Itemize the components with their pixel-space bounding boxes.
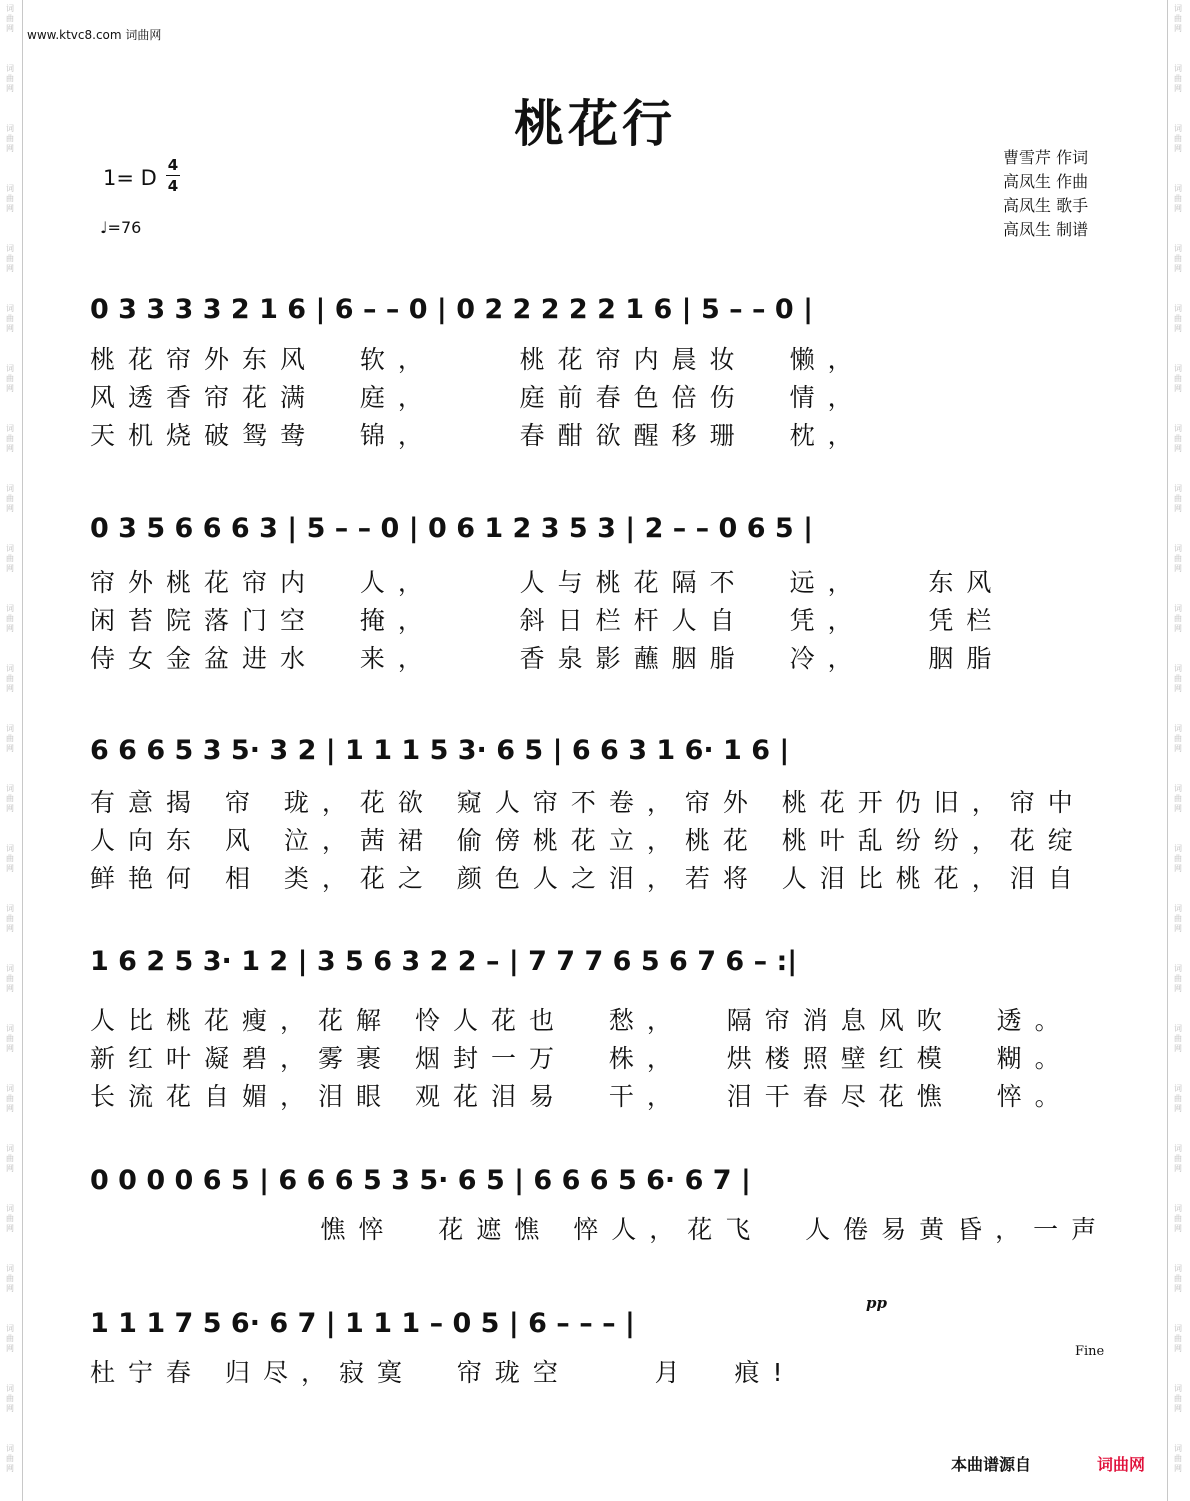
watermark-char: 曲 bbox=[1174, 974, 1182, 983]
watermark-char: 曲 bbox=[6, 914, 14, 923]
watermark-char: 曲 bbox=[6, 1334, 14, 1343]
watermark-char: 网 bbox=[1174, 384, 1182, 393]
watermark-char: 网 bbox=[1174, 504, 1182, 513]
watermark-char: 词 bbox=[1174, 964, 1182, 973]
time-signature-bottom: 4 bbox=[167, 177, 179, 195]
watermark-char: 词 bbox=[1174, 1384, 1182, 1393]
lyric-line: 风透香帘花满 庭， 庭前春色倍伤 情， bbox=[90, 383, 866, 412]
watermark-char: 词 bbox=[6, 1024, 14, 1033]
watermark-char: 网 bbox=[6, 1044, 14, 1053]
lyric-line: 有意揭 帘 珑，花欲 窥人帘不卷，帘外 桃花开仍旧，帘中 bbox=[90, 788, 1086, 817]
watermark-char: 曲 bbox=[6, 1454, 14, 1463]
key-signature: 1= D bbox=[103, 166, 157, 190]
watermark-char: 网 bbox=[6, 1284, 14, 1293]
lyric-line: 长流花自媚，泪眼 观花泪易 干， 泪干春尽花憔 悴。 bbox=[90, 1082, 1073, 1111]
notes-line: 6 6 6 5 3 5· 3 2 | 1 1 1 5 3· 6 5 | 6 6 3 1 6· 1 6 | bbox=[90, 735, 790, 766]
watermark-char: 词 bbox=[6, 304, 14, 313]
watermark-char: 曲 bbox=[6, 614, 14, 623]
watermark-char: 曲 bbox=[1174, 554, 1182, 563]
watermark-char: 词 bbox=[1174, 1324, 1182, 1333]
watermark-char: 网 bbox=[6, 744, 14, 753]
watermark-char: 词 bbox=[1174, 1204, 1182, 1213]
watermark-char: 曲 bbox=[6, 134, 14, 143]
watermark-char: 词 bbox=[1174, 1024, 1182, 1033]
watermark-char: 网 bbox=[1174, 864, 1182, 873]
watermark-char: 词 bbox=[6, 664, 14, 673]
watermark-char: 词 bbox=[6, 184, 14, 193]
watermark-char: 曲 bbox=[1174, 1454, 1182, 1463]
watermark-char: 词 bbox=[1174, 244, 1182, 253]
watermark-char: 曲 bbox=[6, 374, 14, 383]
watermark-char: 词 bbox=[1174, 304, 1182, 313]
watermark-char: 网 bbox=[1174, 924, 1182, 933]
watermark-char: 曲 bbox=[6, 974, 14, 983]
watermark-char: 网 bbox=[6, 864, 14, 873]
watermark-char: 曲 bbox=[6, 1394, 14, 1403]
watermark-char: 曲 bbox=[6, 1214, 14, 1223]
lyric-line: 憔悴 花遮憔 悴人，花飞 人倦易黄昏，一声 bbox=[90, 1215, 1110, 1244]
lyric-line: 天机烧破鸳鸯 锦， 春酣欲醒移珊 枕， bbox=[90, 421, 866, 450]
watermark-char: 词 bbox=[1174, 1144, 1182, 1153]
watermark-char: 网 bbox=[6, 204, 14, 213]
time-signature-top: 4 bbox=[167, 156, 179, 174]
watermark-char: 网 bbox=[1174, 1044, 1182, 1053]
watermark-char: 词 bbox=[1174, 424, 1182, 433]
watermark-char: 曲 bbox=[6, 494, 14, 503]
watermark-char: 曲 bbox=[6, 734, 14, 743]
watermark-char: 网 bbox=[1174, 564, 1182, 573]
watermark-char: 曲 bbox=[6, 674, 14, 683]
watermark-char: 词 bbox=[6, 1264, 14, 1273]
watermark-char: 网 bbox=[6, 444, 14, 453]
watermark-char: 词 bbox=[1174, 904, 1182, 913]
watermark-char: 曲 bbox=[6, 1034, 14, 1043]
watermark-char: 网 bbox=[6, 84, 14, 93]
watermark-char: 网 bbox=[6, 1344, 14, 1353]
dynamic-marking: pp bbox=[866, 1294, 887, 1312]
watermark-char: 词 bbox=[6, 1204, 14, 1213]
watermark-char: 词 bbox=[1174, 604, 1182, 613]
notes-line: 0 0 0 0 6 5 | 6 6 6 5 3 5· 6 5 | 6 6 6 5 6· 6 7 | bbox=[90, 1165, 751, 1196]
watermark-char: 网 bbox=[1174, 1464, 1182, 1473]
credits bbox=[1003, 146, 1088, 242]
watermark-char: 曲 bbox=[6, 14, 14, 23]
watermark-char: 曲 bbox=[1174, 614, 1182, 623]
watermark-char: 网 bbox=[1174, 1104, 1182, 1113]
watermark-char: 网 bbox=[6, 264, 14, 273]
watermark-char: 网 bbox=[6, 924, 14, 933]
watermark-char: 词 bbox=[6, 1384, 14, 1393]
lyric-line: 人向东 风 泣，茜裙 偷傍桃花立，桃花 桃叶乱纷纷，花绽 bbox=[90, 826, 1086, 855]
notes-line: 0 3 5 6 6 6 3 | 5 – – 0 | 0 6 1 2 3 5 3 | 2 – – 0 6 5 | bbox=[90, 513, 813, 544]
watermark-char: 网 bbox=[1174, 1284, 1182, 1293]
watermark-char: 曲 bbox=[6, 1274, 14, 1283]
watermark-char: 曲 bbox=[1174, 674, 1182, 683]
watermark-char: 曲 bbox=[1174, 194, 1182, 203]
watermark-char: 网 bbox=[6, 1224, 14, 1233]
watermark-char: 曲 bbox=[1174, 314, 1182, 323]
watermark-char: 词 bbox=[1174, 544, 1182, 553]
watermark-char: 曲 bbox=[1174, 494, 1182, 503]
watermark-char: 曲 bbox=[1174, 1094, 1182, 1103]
watermark-char: 曲 bbox=[1174, 74, 1182, 83]
watermark-char: 词 bbox=[1174, 364, 1182, 373]
watermark-char: 网 bbox=[1174, 324, 1182, 333]
watermark-char: 词 bbox=[6, 4, 14, 13]
watermark-char: 网 bbox=[6, 804, 14, 813]
watermark-char: 词 bbox=[1174, 184, 1182, 193]
watermark-char: 网 bbox=[6, 684, 14, 693]
lyric-line: 侍女金盆进水 来， 香泉影蘸胭脂 冷， 胭脂 bbox=[90, 644, 1005, 673]
notes-line: 0 3 3 3 3 2 1 6 | 6 – – 0 | 0 2 2 2 2 2 1 6 | 5 – – 0 | bbox=[90, 294, 813, 325]
watermark-char: 曲 bbox=[1174, 14, 1182, 23]
watermark-char: 曲 bbox=[1174, 794, 1182, 803]
watermark-char: 网 bbox=[1174, 1224, 1182, 1233]
watermark-char: 网 bbox=[6, 324, 14, 333]
watermark-char: 词 bbox=[1174, 724, 1182, 733]
credit-lyricist: 曹雪芹 作词 bbox=[1003, 148, 1089, 167]
watermark-char: 网 bbox=[1174, 24, 1182, 33]
time-signature bbox=[166, 155, 180, 196]
watermark-char: 词 bbox=[6, 604, 14, 613]
footer-source-text: 本曲谱源自 bbox=[951, 1455, 1032, 1474]
lyric-line: 杜宁春 归尽，寂寞 帘珑空 月 痕! bbox=[90, 1358, 796, 1387]
left-watermark-strip bbox=[0, 0, 23, 1501]
right-watermark-strip bbox=[1167, 0, 1190, 1501]
credit-composer: 高凤生 作曲 bbox=[1003, 172, 1089, 191]
watermark-char: 曲 bbox=[6, 554, 14, 563]
lyric-line: 人比桃花瘦，花解 怜人花也 愁， 隔帘消息风吹 透。 bbox=[90, 1006, 1073, 1035]
watermark-char: 词 bbox=[6, 844, 14, 853]
watermark-char: 词 bbox=[1174, 1084, 1182, 1093]
watermark-char: 网 bbox=[1174, 204, 1182, 213]
watermark-char: 词 bbox=[6, 724, 14, 733]
watermark-char: 词 bbox=[1174, 4, 1182, 13]
watermark-char: 网 bbox=[1174, 1164, 1182, 1173]
watermark-char: 曲 bbox=[6, 1154, 14, 1163]
watermark-char: 曲 bbox=[1174, 374, 1182, 383]
watermark-char: 词 bbox=[1174, 64, 1182, 73]
watermark-char: 词 bbox=[1174, 484, 1182, 493]
watermark-char: 词 bbox=[6, 1444, 14, 1453]
watermark-char: 曲 bbox=[6, 854, 14, 863]
watermark-char: 曲 bbox=[1174, 1274, 1182, 1283]
lyric-line: 新红叶凝碧，雾裹 烟封一万 株， 烘楼照壁红模 糊。 bbox=[90, 1044, 1073, 1073]
lyric-line: 桃花帘外东风 软， 桃花帘内晨妆 懒， bbox=[90, 345, 866, 374]
watermark-char: 曲 bbox=[1174, 914, 1182, 923]
watermark-char: 曲 bbox=[1174, 1154, 1182, 1163]
watermark-char: 网 bbox=[6, 1104, 14, 1113]
watermark-char: 网 bbox=[6, 1464, 14, 1473]
watermark-char: 曲 bbox=[1174, 1334, 1182, 1343]
watermark-char: 曲 bbox=[1174, 1034, 1182, 1043]
watermark-char: 曲 bbox=[1174, 854, 1182, 863]
credit-transcriber: 高凤生 制谱 bbox=[1003, 220, 1089, 239]
watermark-char: 词 bbox=[6, 484, 14, 493]
watermark-char: 曲 bbox=[6, 194, 14, 203]
watermark-char: 曲 bbox=[6, 74, 14, 83]
watermark-char: 曲 bbox=[6, 1094, 14, 1103]
watermark-char: 网 bbox=[6, 624, 14, 633]
site-url: www.ktvc8.com 词曲网 bbox=[27, 28, 162, 42]
watermark-char: 曲 bbox=[1174, 734, 1182, 743]
tempo-marking: ♩=76 bbox=[100, 218, 142, 237]
watermark-char: 网 bbox=[6, 564, 14, 573]
watermark-char: 词 bbox=[6, 964, 14, 973]
watermark-char: 词 bbox=[6, 904, 14, 913]
watermark-char: 曲 bbox=[6, 794, 14, 803]
watermark-char: 词 bbox=[6, 544, 14, 553]
watermark-char: 网 bbox=[1174, 84, 1182, 93]
lyric-line: 闲苔院落门空 掩， 斜日栏杆人自 凭， 凭栏 bbox=[90, 606, 1005, 635]
watermark-char: 网 bbox=[1174, 264, 1182, 273]
watermark-char: 网 bbox=[6, 144, 14, 153]
watermark-char: 网 bbox=[6, 504, 14, 513]
credit-singer: 高凤生 歌手 bbox=[1003, 196, 1089, 215]
watermark-char: 网 bbox=[6, 24, 14, 33]
lyric-line: 鲜艳何 相 类，花之 颜色人之泪，若将 人泪比桃花，泪自 bbox=[90, 864, 1086, 893]
watermark-char: 网 bbox=[1174, 744, 1182, 753]
watermark-char: 网 bbox=[6, 384, 14, 393]
watermark-char: 词 bbox=[1174, 844, 1182, 853]
watermark-char: 词 bbox=[6, 244, 14, 253]
watermark-char: 曲 bbox=[1174, 434, 1182, 443]
notes-line: 1 6 2 5 3· 1 2 | 3 5 6 3 2 2 – | 7 7 7 6 5 6 7 6 – :| bbox=[90, 946, 798, 977]
quarter-note-icon: ♩ bbox=[100, 218, 108, 237]
watermark-char: 网 bbox=[1174, 1404, 1182, 1413]
watermark-char: 网 bbox=[1174, 684, 1182, 693]
watermark-char: 曲 bbox=[6, 434, 14, 443]
watermark-char: 曲 bbox=[1174, 1394, 1182, 1403]
watermark-char: 词 bbox=[6, 364, 14, 373]
watermark-char: 网 bbox=[1174, 444, 1182, 453]
watermark-char: 词 bbox=[6, 424, 14, 433]
watermark-char: 词 bbox=[6, 1324, 14, 1333]
watermark-char: 网 bbox=[6, 984, 14, 993]
lyric-line: 帘外桃花帘内 人， 人与桃花隔不 远， 东风 bbox=[90, 568, 1005, 597]
watermark-char: 网 bbox=[1174, 1344, 1182, 1353]
watermark-char: 词 bbox=[6, 784, 14, 793]
watermark-char: 网 bbox=[1174, 804, 1182, 813]
watermark-char: 网 bbox=[1174, 984, 1182, 993]
watermark-char: 词 bbox=[1174, 784, 1182, 793]
watermark-char: 网 bbox=[6, 1404, 14, 1413]
watermark-char: 词 bbox=[1174, 664, 1182, 673]
watermark-char: 词 bbox=[6, 124, 14, 133]
watermark-char: 网 bbox=[6, 1164, 14, 1173]
watermark-char: 曲 bbox=[1174, 134, 1182, 143]
watermark-char: 网 bbox=[1174, 144, 1182, 153]
watermark-char: 词 bbox=[1174, 1444, 1182, 1453]
watermark-char: 网 bbox=[1174, 624, 1182, 633]
watermark-char: 词 bbox=[1174, 124, 1182, 133]
watermark-char: 词 bbox=[1174, 1264, 1182, 1273]
watermark-char: 曲 bbox=[1174, 1214, 1182, 1223]
song-title: 桃花行 bbox=[514, 95, 676, 153]
fine-marking: Fine bbox=[1075, 1344, 1105, 1359]
notes-line: 1 1 1 7 5 6· 6 7 | 1 1 1 – 0 5 | 6 – – – | bbox=[90, 1308, 635, 1339]
watermark-char: 词 bbox=[6, 1144, 14, 1153]
footer-brand-link[interactable]: 词曲网 bbox=[1097, 1455, 1146, 1474]
watermark-char: 词 bbox=[6, 1084, 14, 1093]
watermark-char: 曲 bbox=[1174, 254, 1182, 263]
watermark-char: 曲 bbox=[6, 314, 14, 323]
watermark-char: 曲 bbox=[6, 254, 14, 263]
watermark-char: 词 bbox=[6, 64, 14, 73]
